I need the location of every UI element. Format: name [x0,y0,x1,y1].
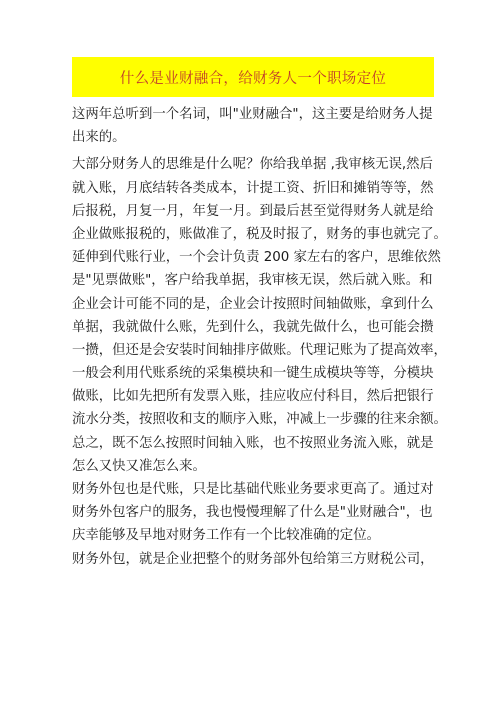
text-line: 就入账，月底结转各类成本，计提工资、折旧和摊销等等，然 [72,180,434,196]
text-line: 庆幸能够及早地对财务工作有一个比较准确的定位。 [72,528,380,544]
text-line: 一般会利用代账系统的采集模块和一键生成模块等等，分模块 [72,366,434,382]
body-text [72,103,446,571]
document-title: 什么是业财融合，给财务人一个职场定位 [119,70,387,87]
text-line: 财务外包，就是企业把整个的财务部外包给第三方财税公司， [72,551,434,567]
title-banner [72,57,434,97]
text-line: 流水分类，按照收和支的顺序入账，冲减上一步骤的往来余额。 [72,412,447,428]
text-line: 出来的。 [72,130,126,146]
text-line: 总之，既不怎么按照时间轴入账，也不按照业务流入账，就是 [72,435,434,451]
text-line: 这两年总听到一个名词，叫"业财融合"，这主要是给财务人提 [72,107,433,122]
text-line: 财务外包也是代账，只是比基础代账业务要求更高了。通过对 [72,482,434,497]
text-line: 企业会计可能不同的是，企业会计按照时间轴做账，拿到什么 [72,296,434,312]
text-line: 怎么又快又准怎么来。 [72,458,206,474]
text-line: 大部分财务人的思维是什么呢？你给我单据 ,我审核无误,然后 [72,157,433,173]
text-line: 延伸到代账行业，一个会计负责 200 家左右的客户，思维依然 [72,250,441,266]
text-line: 财务外包客户的服务，我也慢慢理解了什么是"业财融合"，也 [72,505,433,521]
text-line: 企业做账报税的，账做准了，税及时报了，财务的事也就完了。 [72,226,447,242]
text-line: 后报税，月复一月，年复一月。到最后甚至觉得财务人就是给 [72,203,434,219]
text-line: 是"见票做账"，客户给我单据，我审核无误，然后就入账。和 [72,273,433,289]
text-line: 做账，比如先把所有发票入账，挂应收应付科目，然后把银行 [72,389,434,405]
text-line: 单据，我就做什么账，先到什么，我就先做什么，也可能会攒 [72,319,434,335]
text-line: 一攒，但还是会安装时间轴排序做账。代理记账为了提高效率， [72,342,447,358]
